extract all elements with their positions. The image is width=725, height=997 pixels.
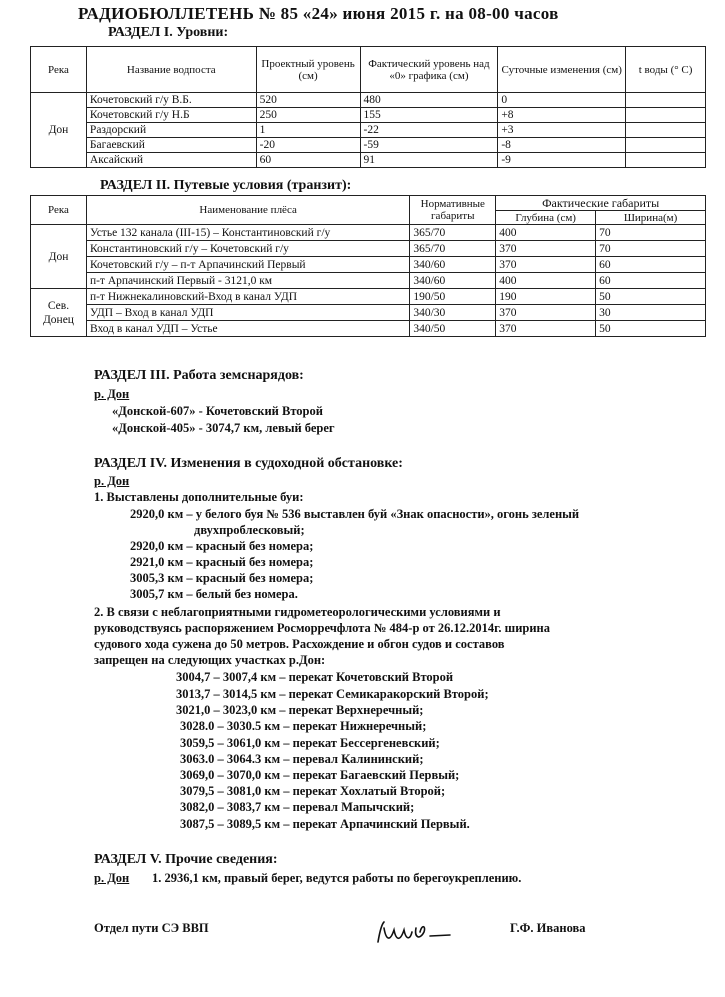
table-row-reach: УДП – Вход в канал УДП xyxy=(86,305,409,321)
table-cell-width: 50 xyxy=(596,289,706,305)
footer-department: Отдел пути СЭ ВВП xyxy=(94,921,209,935)
table-cell-actual: -59 xyxy=(360,138,498,153)
stretch-line: 3004,7 – 3007,4 км – перекат Кочетовский Второй xyxy=(176,670,454,684)
table-cell-change: -8 xyxy=(498,138,626,153)
section-5-river: р. Дон xyxy=(94,871,130,885)
restriction-text: запрещен на следующих участках р.Дон: xyxy=(94,653,326,667)
table-row-reach: п-т Арпачинский Первый - 3121,0 км xyxy=(86,273,409,289)
table-row-station: Аксайский xyxy=(86,153,256,168)
table-row-station: Кочетовский г/у В.Б. xyxy=(86,93,256,108)
table-cell-width: 60 xyxy=(596,273,706,289)
restriction-text: 2. В связи с неблагоприятными гидрометеорологическими условиями и xyxy=(94,605,501,619)
table-cell-actual: -22 xyxy=(360,123,498,138)
levels-header-change: Суточные изменения (см) xyxy=(498,47,626,93)
table-cell-depth: 370 xyxy=(496,305,596,321)
table-cell-depth: 370 xyxy=(496,241,596,257)
table-cell-width: 50 xyxy=(596,321,706,337)
table-cell-temp xyxy=(626,123,706,138)
table-cell-design: 1 xyxy=(256,123,360,138)
table-cell-design: -20 xyxy=(256,138,360,153)
levels-river-don: Дон xyxy=(31,93,87,168)
table-cell-depth: 400 xyxy=(496,273,596,289)
stretch-line: 3013,7 – 3014,5 км – перекат Семикаракорский Второй; xyxy=(176,687,489,701)
route-header-depth: Глубина (см) xyxy=(496,211,596,225)
stretch-line: 3028.0 – 3030.5 км – перекат Нижнеречный; xyxy=(180,719,427,733)
table-cell-width: 60 xyxy=(596,257,706,273)
table-cell-depth: 370 xyxy=(496,321,596,337)
levels-header-river: Река xyxy=(31,47,87,93)
table-cell-actual: 480 xyxy=(360,93,498,108)
table-cell-change: -9 xyxy=(498,153,626,168)
table-cell-actual: 91 xyxy=(360,153,498,168)
route-river-don: Дон xyxy=(31,225,87,289)
table-cell-norm: 365/70 xyxy=(410,241,496,257)
bulletin-title: РАДИОБЮЛЛЕТЕНЬ № 85 «24» июня 2015 г. на 08-00 часов xyxy=(78,4,559,23)
section-3-river: р. Дон xyxy=(94,387,130,401)
table-cell-norm: 190/50 xyxy=(410,289,496,305)
buoy-line: 2921,0 км – красный без номера; xyxy=(130,555,314,569)
stretch-line: 3063.0 – 3064.3 км – перевал Калининский; xyxy=(180,752,424,766)
table-cell-actual: 155 xyxy=(360,108,498,123)
table-cell-norm: 340/50 xyxy=(410,321,496,337)
route-header-width: Ширина(м) xyxy=(596,211,706,225)
stretch-line: 3069,0 – 3070,0 км – перекат Багаевский Первый; xyxy=(180,768,460,782)
stretch-line: 3087,5 – 3089,5 км – перекат Арпачинский Первый. xyxy=(180,817,470,831)
table-cell-design: 520 xyxy=(256,93,360,108)
buoy-line: 3005,7 км – белый без номера. xyxy=(130,587,298,601)
levels-header-actual: Фактический уровень над «0» графика (см) xyxy=(360,47,498,93)
table-row-reach: Константиновский г/у – Кочетовский г/у xyxy=(86,241,409,257)
section-1-heading: РАЗДЕЛ I. Уровни: xyxy=(108,25,229,40)
table-cell-width: 70 xyxy=(596,225,706,241)
restriction-text: судового хода сужена до 50 метров. Расхождение и обгон судов и составов xyxy=(94,637,505,651)
table-cell-temp xyxy=(626,138,706,153)
table-cell-norm: 340/60 xyxy=(410,273,496,289)
section-3-heading: РАЗДЕЛ III. Работа земснарядов: xyxy=(94,368,304,383)
table-cell-width: 30 xyxy=(596,305,706,321)
signature xyxy=(372,918,468,948)
dredger-line: «Донской-607» - Кочетовский Второй xyxy=(112,404,323,418)
stretch-line: 3021,0 – 3023,0 км – перекат Верхнеречный; xyxy=(176,703,424,717)
table-cell-width: 70 xyxy=(596,241,706,257)
table-row-reach: Устье 132 канала (III-15) – Константиновский г/у xyxy=(86,225,409,241)
levels-table xyxy=(30,46,706,168)
footer-name: Г.Ф. Иванова xyxy=(510,921,586,935)
table-row-station: Багаевский xyxy=(86,138,256,153)
section-4-heading: РАЗДЕЛ IV. Изменения в судоходной обстановке: xyxy=(94,456,403,471)
route-table xyxy=(30,195,706,337)
levels-header-temp: t воды (° С) xyxy=(626,47,706,93)
route-header-name: Наименование плёса xyxy=(86,196,409,225)
table-cell-temp xyxy=(626,108,706,123)
table-cell-norm: 365/70 xyxy=(410,225,496,241)
section-2-heading: РАЗДЕЛ II. Путевые условия (транзит): xyxy=(100,178,352,193)
section-5-text: 1. 2936,1 км, правый берег, ведутся работы по берегоукреплению. xyxy=(152,871,522,885)
section-5-heading: РАЗДЕЛ V. Прочие сведения: xyxy=(94,852,278,867)
table-cell-norm: 340/30 xyxy=(410,305,496,321)
buoy-line: 3005,3 км – красный без номера; xyxy=(130,571,314,585)
table-cell-norm: 340/60 xyxy=(410,257,496,273)
buoy-line: двухпроблесковый; xyxy=(194,523,305,537)
table-cell-temp xyxy=(626,153,706,168)
levels-header-station: Название водпоста xyxy=(86,47,256,93)
buoy-line: 2920,0 км – у белого буя № 536 выставлен буй «Знак опасности», огонь зеленый xyxy=(130,507,580,521)
route-header-river: Река xyxy=(31,196,87,225)
table-row-reach: п-т Нижнекалиновский-Вход в канал УДП xyxy=(86,289,409,305)
section-4-river: р. Дон xyxy=(94,474,130,488)
table-cell-depth: 400 xyxy=(496,225,596,241)
table-row-reach: Кочетовский г/у – п-т Арпачинский Первый xyxy=(86,257,409,273)
dredger-line: «Донской-405» - 3074,7 км, левый берег xyxy=(112,421,335,435)
route-header-norm: Нормативные габариты xyxy=(410,196,496,225)
table-cell-depth: 370 xyxy=(496,257,596,273)
table-cell-temp xyxy=(626,93,706,108)
table-cell-change: +3 xyxy=(498,123,626,138)
table-row-reach: Вход в канал УДП – Устье xyxy=(86,321,409,337)
stretch-line: 3059,5 – 3061,0 км – перекат Бессергеневский; xyxy=(180,736,440,750)
table-cell-design: 60 xyxy=(256,153,360,168)
table-cell-design: 250 xyxy=(256,108,360,123)
stretch-line: 3082,0 – 3083,7 км – перевал Мапычский; xyxy=(180,800,415,814)
table-row-station: Кочетовский г/у Н.Б xyxy=(86,108,256,123)
table-cell-change: 0 xyxy=(498,93,626,108)
route-header-fact: Фактические габариты xyxy=(496,196,706,211)
buoy-line: 2920,0 км – красный без номера; xyxy=(130,539,314,553)
route-river-sev-donets: Сев. Донец xyxy=(31,289,87,337)
stretch-line: 3079,5 – 3081,0 км – перекат Хохлатый Второй; xyxy=(180,784,446,798)
table-cell-change: +8 xyxy=(498,108,626,123)
buoys-intro: 1. Выставлены дополнительные буи: xyxy=(94,490,304,504)
restriction-text: руководствуясь распоряжением Росморречфлота № 484-р от 26.12.2014г. ширина xyxy=(94,621,551,635)
table-cell-depth: 190 xyxy=(496,289,596,305)
levels-header-design: Проектный уровень (см) xyxy=(256,47,360,93)
table-row-station: Раздорский xyxy=(86,123,256,138)
